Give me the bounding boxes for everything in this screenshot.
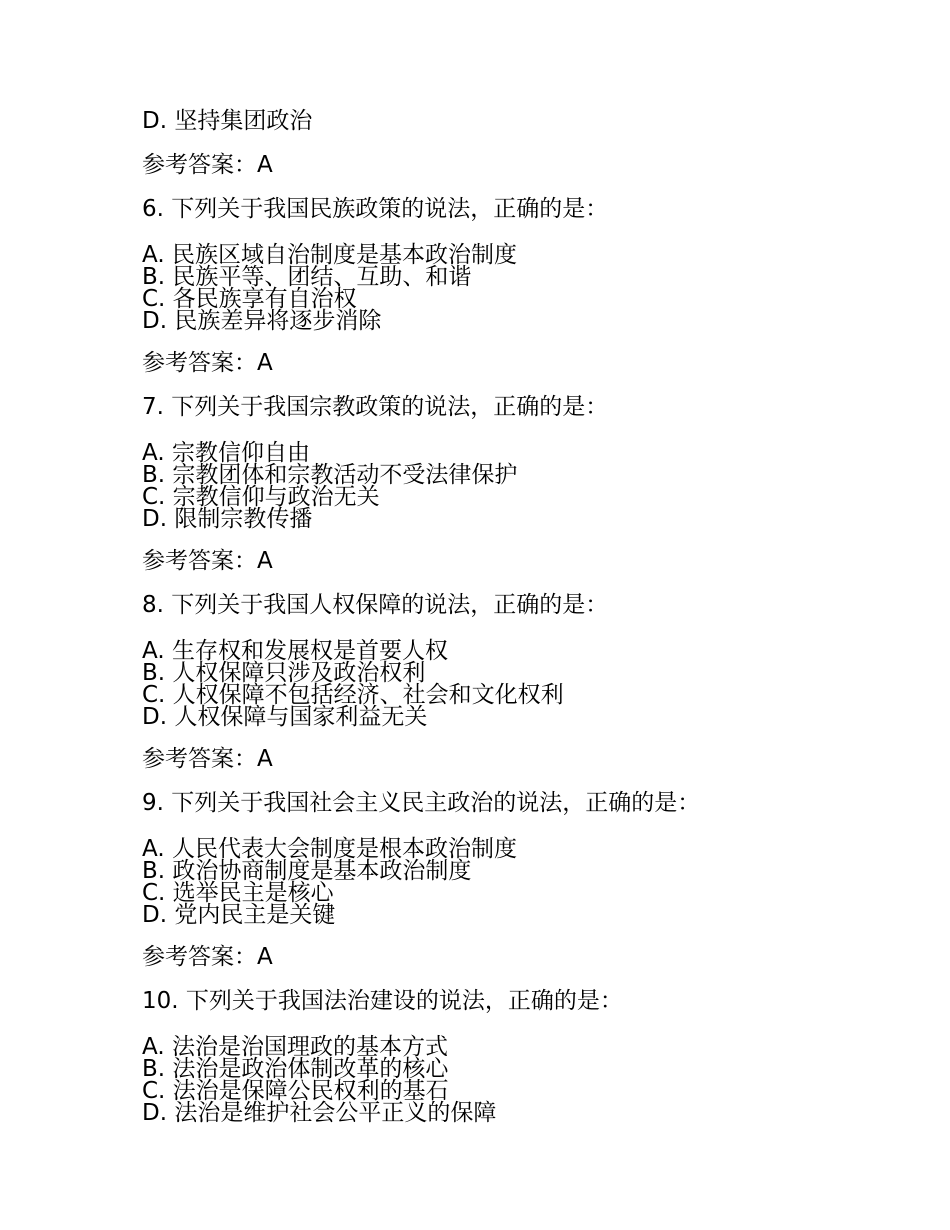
question-stem: 9. 下列关于我国社会主义民主政治的说法，正确的是：: [142, 790, 701, 816]
option-d: D. 人权保障与国家利益无关: [142, 704, 428, 730]
option-b: B. 法治是政治体制改革的核心: [142, 1056, 449, 1082]
answer-line: 参考答案：A: [142, 548, 273, 574]
option-b: B. 人权保障只涉及政治权利: [142, 660, 426, 686]
answer-line: 参考答案：A: [142, 350, 273, 376]
option-a: A. 民族区域自治制度是基本政治制度: [142, 242, 517, 268]
option-d: D. 坚持集团政治: [142, 108, 313, 134]
option-a: A. 法治是治国理政的基本方式: [142, 1034, 448, 1060]
option-c: C. 各民族享有自治权: [142, 286, 357, 312]
option-d: D. 法治是维护社会公平正义的保障: [142, 1100, 497, 1126]
option-list: [142, 640, 902, 728]
option-a: A. 生存权和发展权是首要人权: [142, 638, 448, 664]
answer-line: 参考答案：A: [142, 746, 273, 772]
option-c: C. 法治是保障公民权利的基石: [142, 1078, 449, 1104]
option-list: [142, 838, 902, 926]
option-list: [142, 442, 902, 530]
document-page: [142, 104, 902, 1138]
option-a: A. 人民代表大会制度是根本政治制度: [142, 836, 517, 862]
answer-line: 参考答案：A: [142, 944, 273, 970]
option-c: C. 宗教信仰与政治无关: [142, 484, 380, 510]
option-d: D. 限制宗教传播: [142, 506, 313, 532]
option-b: B. 宗教团体和宗教活动不受法律保护: [142, 462, 518, 488]
option-b: B. 政治协商制度是基本政治制度: [142, 858, 472, 884]
option-d: D. 民族差异将逐步消除: [142, 308, 382, 334]
answer-line: 参考答案：A: [142, 152, 273, 178]
option-b: B. 民族平等、团结、互助、和谐: [142, 264, 472, 290]
question-stem: 7. 下列关于我国宗教政策的说法，正确的是：: [142, 394, 609, 420]
option-list: [142, 244, 902, 332]
option-d: D. 党内民主是关键: [142, 902, 336, 928]
question-stem: 6. 下列关于我国民族政策的说法，正确的是：: [142, 196, 609, 222]
option-c: C. 选举民主是核心: [142, 880, 334, 906]
question-stem: 8. 下列关于我国人权保障的说法，正确的是：: [142, 592, 609, 618]
option-list: [142, 1036, 902, 1124]
option-a: A. 宗教信仰自由: [142, 440, 310, 466]
option-c: C. 人权保障不包括经济、社会和文化权利: [142, 682, 564, 708]
question-stem: 10. 下列关于我国法治建设的说法，正确的是：: [142, 988, 623, 1014]
